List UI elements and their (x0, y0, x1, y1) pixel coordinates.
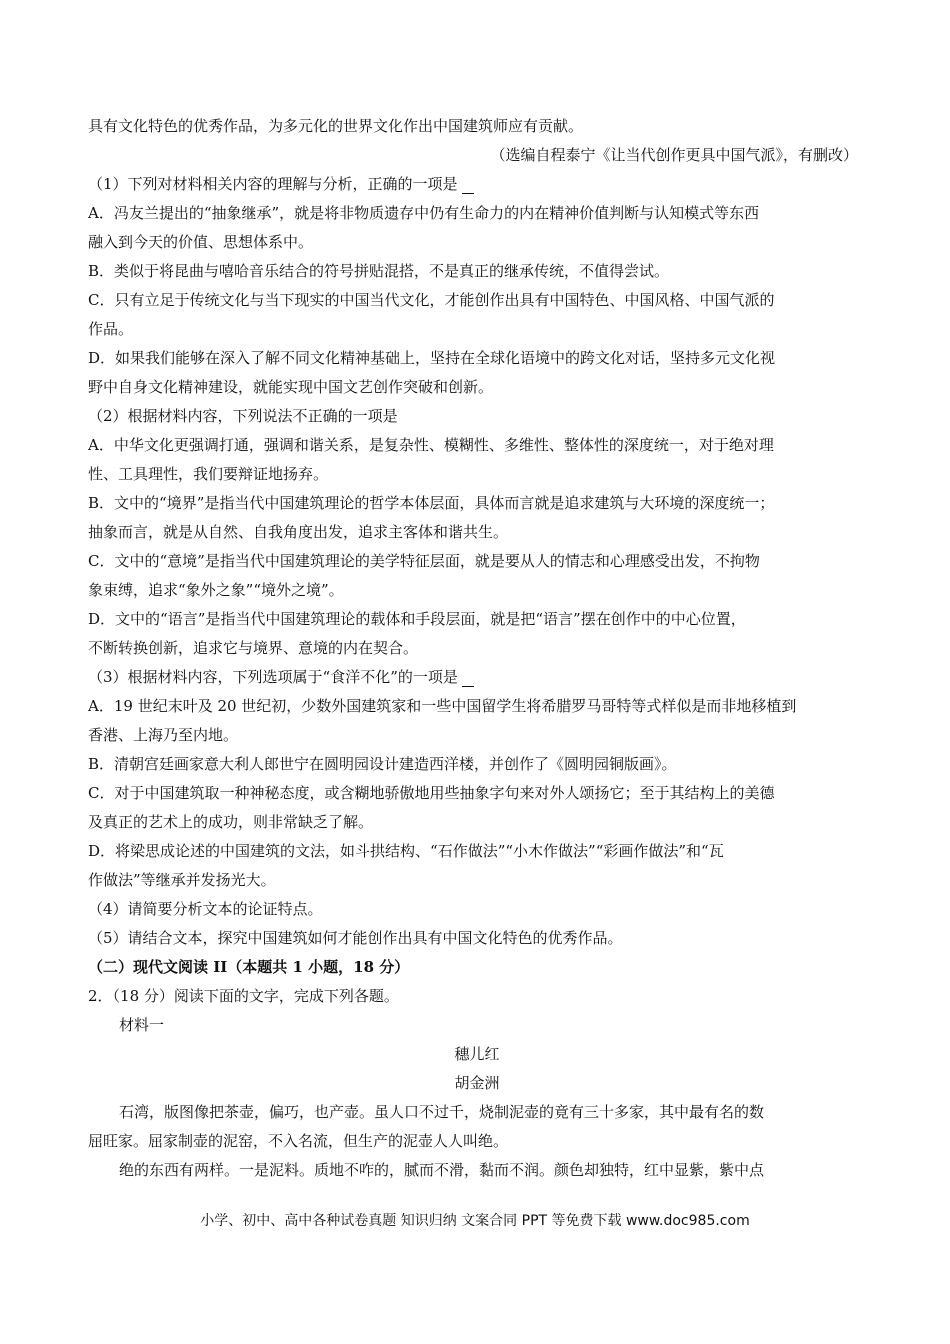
option-c: C．文中的“意境”是指当代中国建筑理论的美学特征层面，就是要从人的情志和心理感受出发，不拘物 (88, 552, 760, 570)
option-b: B．清朝宫廷画家意大利人郎世宁在圆明园设计建造西洋楼，并创作了《圆明园铜版画》。 (88, 755, 677, 773)
story-title: 穗儿红 (454, 1045, 500, 1063)
question-1-stem: （1）下列对材料相关内容的理解与分析，正确的一项是 (88, 170, 866, 199)
document-body (88, 112, 866, 1185)
answer-blank (462, 177, 474, 194)
section-heading: （二）现代文阅读 II（本题共 1 小题，18 分） (88, 958, 410, 976)
option-a: A．中华文化更强调打通，强调和谐关系，是复杂性、模糊性、多维性、整体性的深度统一，对于绝对理 (88, 436, 774, 454)
question-3-stem: （3）根据材料内容，下列选项属于“食洋不化”的一项是 (88, 663, 866, 692)
question-2-main: 2．（18 分）阅读下面的文字，完成下列各题。 (88, 987, 399, 1005)
option-d: D．将梁思成论述的中国建筑的文法，如斗拱结构、“石作做法”“小木作做法”“彩画作做法”和“瓦 (88, 842, 724, 860)
question-4: （4）请简要分析文本的论证特点。 (88, 900, 323, 918)
option-a-cont: 融入到今天的价值、思想体系中。 (88, 233, 314, 251)
story-paragraph-cont: 屈旺家。屈家制壶的泥窑，不入名流，但生产的泥壶人人叫绝。 (88, 1132, 509, 1150)
option-d: D．文中的“语言”是指当代中国建筑理论的载体和手段层面，就是把“语言”摆在创作中的中心位置， (88, 610, 746, 628)
option-b-cont: 抽象而言，就是从自然、自我角度出发，追求主客体和谐共生。 (88, 523, 509, 541)
story-paragraph: 绝的东西有两样。一是泥料。质地不咋的，腻而不滑，黏而不润。颜色却独特，红中显紫，紫中点 (119, 1161, 765, 1179)
option-d-cont: 作做法”等继承并发扬光大。 (88, 871, 276, 889)
option-d-cont: 野中自身文化精神建设，就能实现中国文艺创作突破和创新。 (88, 378, 494, 396)
option-a: A．冯友兰提出的“抽象继承”，就是将非物质遗存中仍有生命力的内在精神价值判断与认知模式等东西 (88, 204, 760, 222)
emphasis-char: 正 (307, 407, 323, 425)
option-d: D．如果我们能够在深入了解不同文化精神基础上，坚持在全球化语境中的跨文化对话，坚持多元文化视 (88, 349, 776, 367)
page-footer: 小学、初中、高中各种试卷真题 知识归纳 文案合同 PPT 等免费下载 www.doc985.com (200, 1213, 750, 1229)
passage-line: 具有文化特色的优秀作品，为多元化的世界文化作出中国建筑师应有贡献。 (88, 117, 584, 135)
option-a-cont: 性、工具理性，我们要辩证地扬弃。 (88, 465, 329, 483)
option-b: B．类似于将昆曲与嘻哈音乐结合的符号拼贴混搭，不是真正的继承传统，不值得尝试。 (88, 262, 670, 280)
option-c-cont: 及真正的艺术上的成功，则非常缺乏了解。 (88, 813, 374, 831)
source-citation: （选编自程泰宁《让当代创作更具中国气派》，有删改） (490, 146, 858, 164)
story-paragraph: 石湾，版图像把茶壶，偏巧，也产壶。虽人口不过千，烧制泥壶的竟有三十多家，其中最有名的数 (119, 1103, 765, 1121)
question-2-stem: （2）根据材料内容，下列说法不正确的一项是 (88, 402, 866, 431)
option-a: A．19 世纪末叶及 20 世纪初，少数外国建筑家和一些中国留学生将希腊罗马哥特等式样似是而非地移植到 (88, 697, 797, 715)
emphasis-char: 不 (292, 407, 308, 425)
option-c-cont: 作品。 (88, 320, 134, 338)
option-c: C．对于中国建筑取一种神秘态度，或含糊地骄傲地用些抽象字句来对外人颂扬它；至于其结构上的美德 (88, 784, 775, 802)
material-label: 材料一 (119, 1016, 165, 1034)
option-a-cont: 香港、上海乃至内地。 (88, 726, 239, 744)
answer-blank (462, 670, 474, 687)
question-5: （5）请结合文本，探究中国建筑如何才能创作出具有中国文化特色的优秀作品。 (88, 929, 623, 947)
option-d-cont: 不断转换创新，追求它与境界、意境的内在契合。 (88, 639, 419, 657)
story-author: 胡金洲 (454, 1074, 500, 1092)
option-c: C．只有立足于传统文化与当下现实的中国当代文化，才能创作出具有中国特色、中国风格、中国气派的 (88, 291, 775, 309)
option-c-cont: 象束缚，追求“象外之象”“境外之境”。 (88, 581, 344, 599)
emphasis-char: 确 (322, 407, 338, 425)
option-b: B．文中的“境界”是指当代中国建筑理论的哲学本体层面，具体而言就是追求建筑与大环境的深度统一； (88, 494, 775, 512)
